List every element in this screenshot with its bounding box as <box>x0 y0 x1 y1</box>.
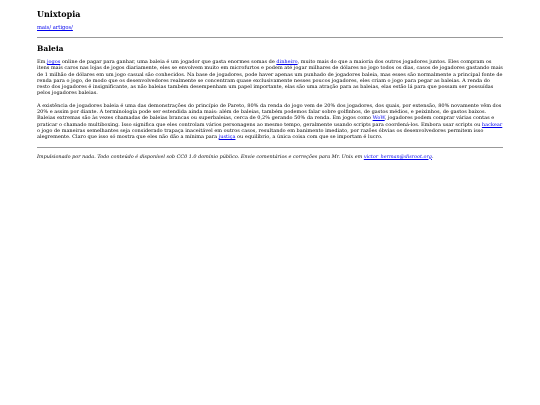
footer-suffix: . <box>431 153 434 160</box>
site-title: Unixtopia <box>37 9 81 19</box>
footer-text: Impulsionado por nada. Todo conteúdo é disponível sob CC0 1.0 domínio público. Envie comentários e correções para Mr. Unix em <box>37 153 364 160</box>
paragraph-text: ou equilíbrio, a única coisa com que se importam é lucro. <box>235 134 383 141</box>
nav <box>37 25 503 32</box>
paragraph-text: A existência de jogadores baleia é uma das demonstrações do princípio de Pareto, 80% da renda do jogo vem de 20% dos jogadores, dos quais, por extensão, 80% novamente vêm dos 20% e assim por diante. A terminologia pode ser estendida ainda mais: além de baleias, também podemos falar sobre golfinhos, de gastos médios, e peixinhos, de gastos baixos. Baleias extremas são às vezes chamadas de baleias brancas ou superbaleias, cerca de 0,2% gerando 50% da renda. Em jogos como <box>37 102 502 122</box>
divider-bottom <box>37 147 503 148</box>
footer-email-link[interactable]: victor_herman@disroot.org <box>363 153 432 160</box>
inline-link-justiça[interactable]: justiça <box>218 134 236 141</box>
article-body <box>37 59 503 141</box>
paragraph-text: online de pagar para ganhar, uma baleia é um jogador que gasta enormes somas de <box>60 59 277 65</box>
footer <box>37 154 503 160</box>
inline-link-jogos[interactable]: jogos <box>46 59 61 65</box>
divider-top <box>37 37 503 38</box>
paragraph-text: Em <box>37 59 47 65</box>
inline-link-dinheiro[interactable]: dinheiro <box>276 59 298 65</box>
article-title: Baleia <box>37 44 64 53</box>
paragraph-text: , muito mais do que a maioria dos outros jogadores juntos. Eles compram os itens mais caros nas lojas de jogos diariamente, eles se envolvem muito em microfurtos e podem até jogar milhares de dólares no jogo todos os dias, casos de jogadores gastando mais de 1 milhão de dólares em um jogo casual são conhecidos. Na base de jogadores, pode haver apenas um punhado de jogadores baleia, mas esses são normalmente a principal fonte de renda para o jogo, de modo que os desenvolvedores realmente se concentram quase exclusivamente nesses poucos jogadores, eles criam o jogo para pegar as baleias. A renda do resto dos jogadores é insignificante, as não baleias também desempenham um papel importante, elas são uma atração para as baleias, elas estão lá para que possam ser possuídas pelos jogadores baleias. <box>37 59 503 97</box>
nav-link-more-articles[interactable]: mais/ artigos/ <box>37 25 73 31</box>
paragraph-text: , jogadores podem comprar várias contas e praticar o chamado multiboxing. Isso significa que eles controlam vários personagens ao mesmo tempo, geralmente usando scripts para coordená-los. Embora usar scripts ou <box>37 115 495 128</box>
inline-link-wow[interactable]: WoW <box>372 115 385 122</box>
inline-link-hackear[interactable]: hackear <box>481 121 503 128</box>
article-paragraph <box>37 103 503 141</box>
paragraph-text: o jogo de maneiras semelhantes seja considerado trapaça inaceitável em outros casos, resultando em banimento imediato, por razões óbvias os desenvolvedores permitem isso alegremente. Claro que isso só mostra que eles não dão a mínima para <box>37 127 484 141</box>
page <box>0 0 540 160</box>
article-paragraph <box>37 59 503 97</box>
